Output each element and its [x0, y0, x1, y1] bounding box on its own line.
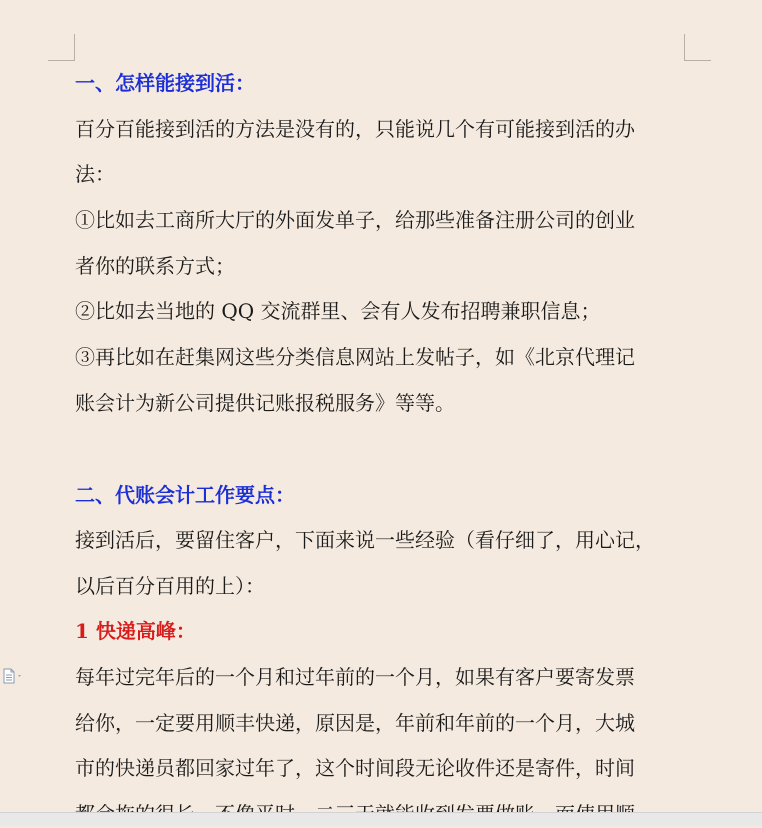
sub1-heading: 1 快递高峰： — [75, 619, 196, 643]
sub1-line1: 每年过完年后的一个月和过年前的一个月，如果有客户要寄发票 — [75, 665, 635, 689]
section2-intro-line2: 以后百分百用的上）： — [75, 574, 265, 598]
margin-corner-top-left — [48, 34, 75, 61]
margin-corner-top-right — [684, 34, 711, 61]
section2-intro-line1: 接到活后，要留住客户，下面来说一些经验（看仔细了，用心记， — [75, 528, 655, 552]
sub1-line3: 市的快递员都回家过年了，这个时间段无论收件还是寄件，时间 — [75, 756, 635, 780]
section1-item2-line1: ②比如去当地的 QQ 交流群里、会有人发布招聘兼职信息； — [75, 299, 601, 323]
bottom-scroll-strip[interactable] — [0, 812, 762, 826]
sub1-line2: 给你，一定要用顺丰快递，原因是，年前和年前的一个月，大城 — [75, 711, 635, 735]
section1-intro-line2: 法： — [75, 162, 115, 186]
section1-item1-line2: 者你的联系方式； — [75, 254, 235, 278]
section1-item3-line1: ③再比如在赶集网这些分类信息网站上发帖子，如《北京代理记 — [75, 345, 635, 369]
section1-intro-line1: 百分百能接到活的方法是没有的，只能说几个有可能接到活的办 — [75, 117, 635, 141]
document-icon[interactable] — [2, 668, 26, 684]
section1-item3-line2: 账会计为新公司提供记账报税服务》等等。 — [75, 391, 455, 415]
section1-item1-line1: ①比如去工商所大厅的外面发单子，给那些准备注册公司的创业 — [75, 208, 635, 232]
section2-heading: 二、代账会计工作要点： — [75, 483, 295, 507]
section1-heading: 一、怎样能接到活： — [75, 71, 255, 95]
